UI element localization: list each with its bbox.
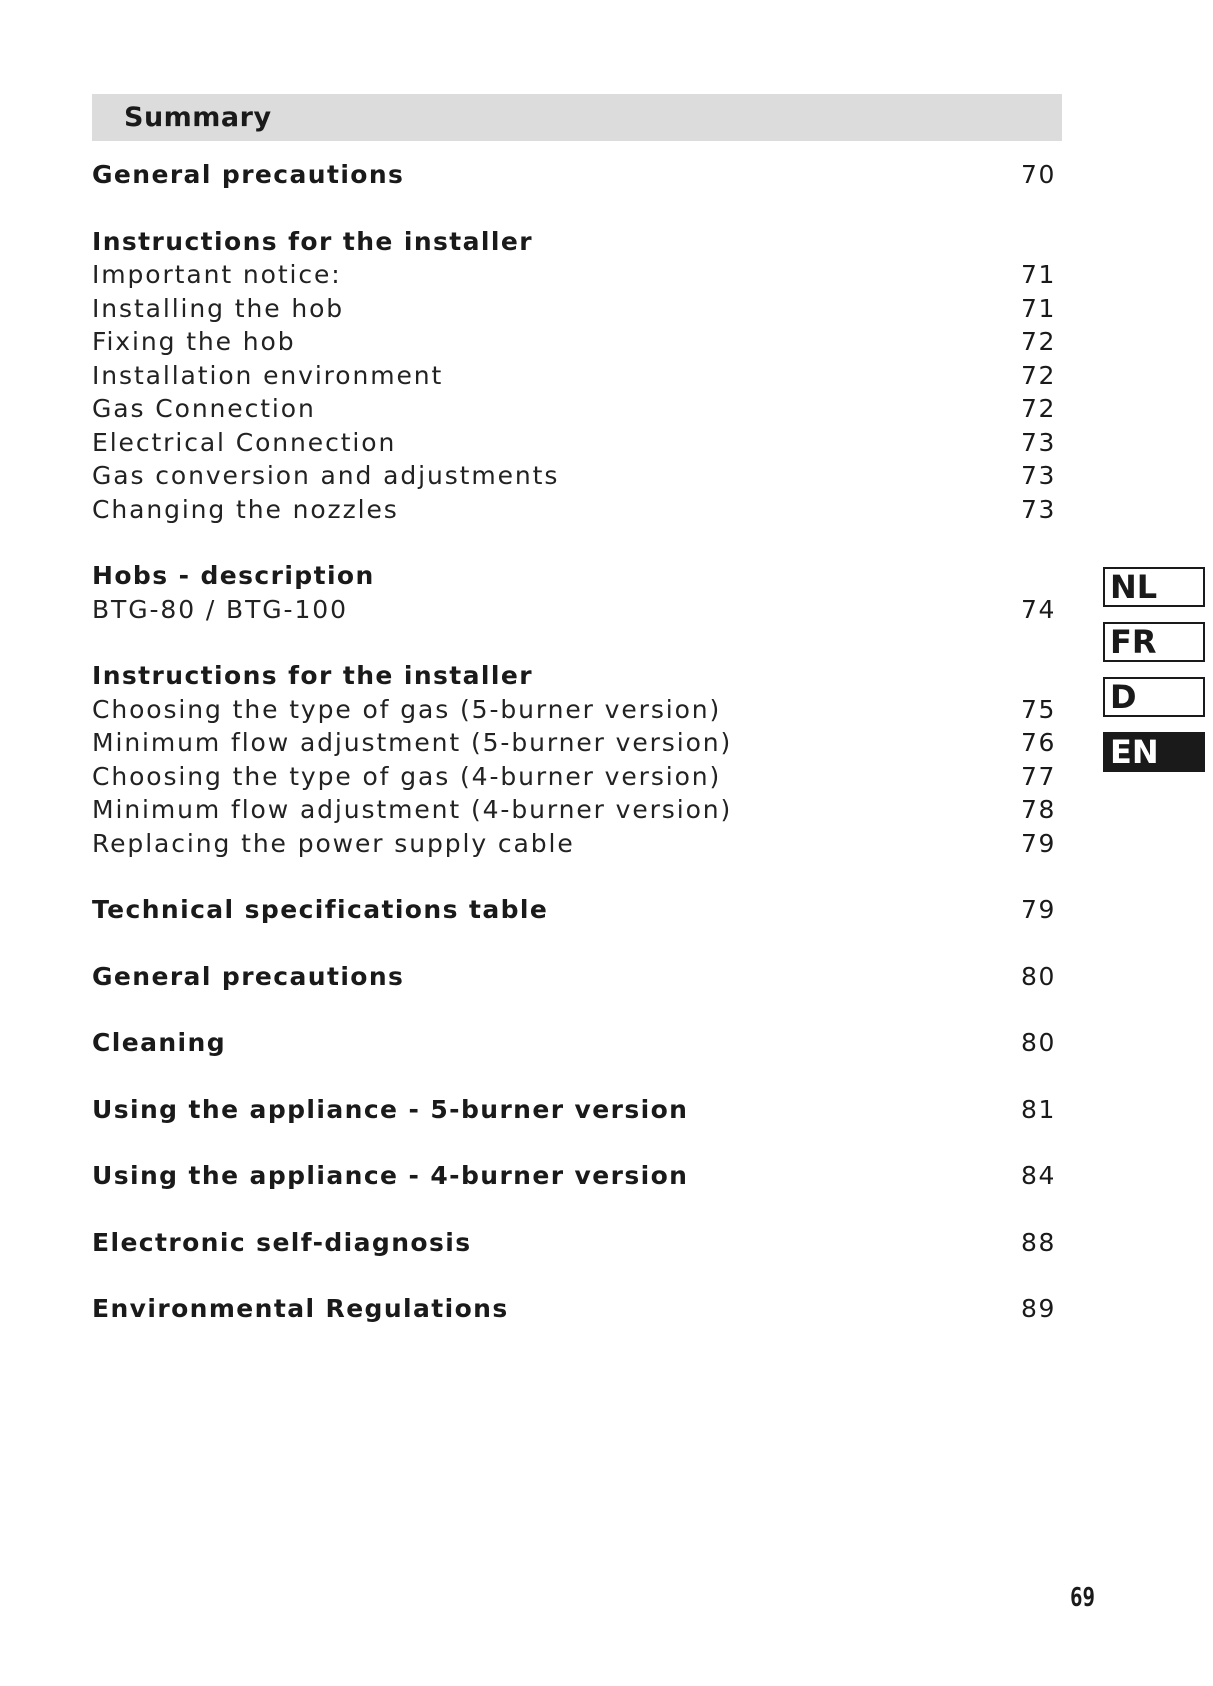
- toc-entry[interactable]: [92, 292, 1062, 326]
- toc-entry[interactable]: [92, 760, 1062, 794]
- page-title: Summary: [124, 102, 272, 133]
- toc-entry[interactable]: [92, 827, 1062, 861]
- toc-heading[interactable]: [92, 225, 1062, 259]
- page-number: 69: [1070, 1583, 1096, 1613]
- toc-label: Important notice:: [92, 260, 342, 289]
- toc-label: BTG-80 / BTG-100: [92, 594, 348, 624]
- toc-label: Environmental Regulations: [92, 1294, 509, 1323]
- toc-page-number: 72: [1020, 394, 1056, 423]
- toc-spacer: [92, 927, 1062, 960]
- language-tab-fr[interactable]: FR: [1103, 622, 1205, 662]
- toc-label: Choosing the type of gas (5-burner version): [92, 694, 722, 724]
- toc-page-number: 71: [1020, 260, 1056, 289]
- toc-entry[interactable]: [92, 359, 1062, 393]
- toc-entry[interactable]: [92, 325, 1062, 359]
- toc-entry[interactable]: [92, 593, 1062, 627]
- toc-heading[interactable]: [92, 960, 1062, 994]
- toc-page-number: 73: [1020, 461, 1056, 490]
- toc-label: Gas Connection: [92, 394, 316, 423]
- toc-page-number: 74: [1020, 594, 1056, 624]
- toc-label: Electrical Connection: [92, 427, 397, 457]
- toc-label: Minimum flow adjustment (5-burner version): [92, 728, 733, 757]
- toc-entry[interactable]: [92, 258, 1062, 292]
- toc-page-number: 72: [1020, 360, 1056, 390]
- toc-page-number: 80: [1020, 961, 1056, 991]
- toc-heading[interactable]: [92, 1159, 1062, 1193]
- toc-page-number: 72: [1020, 327, 1056, 356]
- toc-label: Using the appliance - 4-burner version: [92, 1161, 689, 1190]
- toc-label: Electronic self-diagnosis: [92, 1227, 472, 1257]
- toc-spacer: [92, 1126, 1062, 1159]
- toc-spacer: [92, 1259, 1062, 1292]
- toc-label: Cleaning: [92, 1028, 227, 1057]
- toc-label: Changing the nozzles: [92, 494, 399, 524]
- language-tab-nl[interactable]: NL: [1103, 567, 1205, 607]
- toc-label: Gas conversion and adjustments: [92, 461, 560, 490]
- language-tab-en[interactable]: EN: [1103, 732, 1205, 772]
- toc-heading[interactable]: [92, 659, 1062, 693]
- toc-entry[interactable]: [92, 726, 1062, 760]
- toc-page-number: 73: [1020, 494, 1056, 524]
- toc-heading[interactable]: [92, 1292, 1062, 1326]
- toc-spacer: [92, 1193, 1062, 1226]
- toc-heading[interactable]: [92, 893, 1062, 927]
- toc-page-number: 77: [1020, 761, 1056, 791]
- toc-label: Minimum flow adjustment (4-burner version): [92, 795, 733, 824]
- toc-spacer: [92, 1060, 1062, 1093]
- toc-label: General precautions: [92, 160, 405, 189]
- toc-heading[interactable]: [92, 1026, 1062, 1060]
- toc-label: Hobs - description: [92, 561, 375, 590]
- toc-spacer: [92, 993, 1062, 1026]
- table-of-contents: [92, 158, 1062, 1326]
- toc-spacer: [92, 626, 1062, 659]
- toc-page-number: 80: [1020, 1028, 1056, 1057]
- toc-heading[interactable]: [92, 1226, 1062, 1260]
- toc-label: Fixing the hob: [92, 327, 296, 356]
- language-tab-d[interactable]: D: [1103, 677, 1205, 717]
- toc-heading[interactable]: [92, 559, 1062, 593]
- toc-label: Choosing the type of gas (4-burner version): [92, 761, 722, 791]
- toc-entry[interactable]: [92, 426, 1062, 460]
- toc-page-number: 79: [1020, 895, 1056, 924]
- summary-header: [92, 94, 1062, 141]
- toc-label: General precautions: [92, 961, 405, 991]
- toc-entry[interactable]: [92, 793, 1062, 827]
- toc-label: Installation environment: [92, 360, 444, 390]
- toc-label: Using the appliance - 5-burner version: [92, 1094, 689, 1124]
- toc-heading[interactable]: [92, 1093, 1062, 1127]
- toc-page-number: 84: [1020, 1161, 1056, 1190]
- toc-label: Instructions for the installer: [92, 226, 533, 256]
- toc-label: Technical specifications table: [92, 895, 549, 924]
- toc-page-number: 75: [1020, 694, 1056, 724]
- toc-entry[interactable]: [92, 693, 1062, 727]
- toc-entry[interactable]: [92, 459, 1062, 493]
- toc-entry[interactable]: [92, 493, 1062, 527]
- toc-page-number: 70: [1020, 160, 1056, 189]
- toc-page-number: 76: [1020, 728, 1056, 757]
- toc-label: Installing the hob: [92, 293, 345, 323]
- toc-label: Instructions for the installer: [92, 661, 533, 690]
- toc-spacer: [92, 192, 1062, 225]
- toc-page-number: 81: [1020, 1094, 1056, 1124]
- toc-page-number: 73: [1020, 427, 1056, 457]
- toc-entry[interactable]: [92, 392, 1062, 426]
- toc-spacer: [92, 860, 1062, 893]
- toc-spacer: [92, 526, 1062, 559]
- toc-label: Replacing the power supply cable: [92, 828, 575, 858]
- toc-page-number: 88: [1020, 1227, 1056, 1257]
- language-tabs: [1103, 567, 1207, 787]
- toc-page-number: 89: [1020, 1294, 1056, 1323]
- toc-page-number: 79: [1020, 828, 1056, 858]
- toc-page-number: 78: [1020, 795, 1056, 824]
- toc-page-number: 71: [1020, 293, 1056, 323]
- toc-heading[interactable]: [92, 158, 1062, 192]
